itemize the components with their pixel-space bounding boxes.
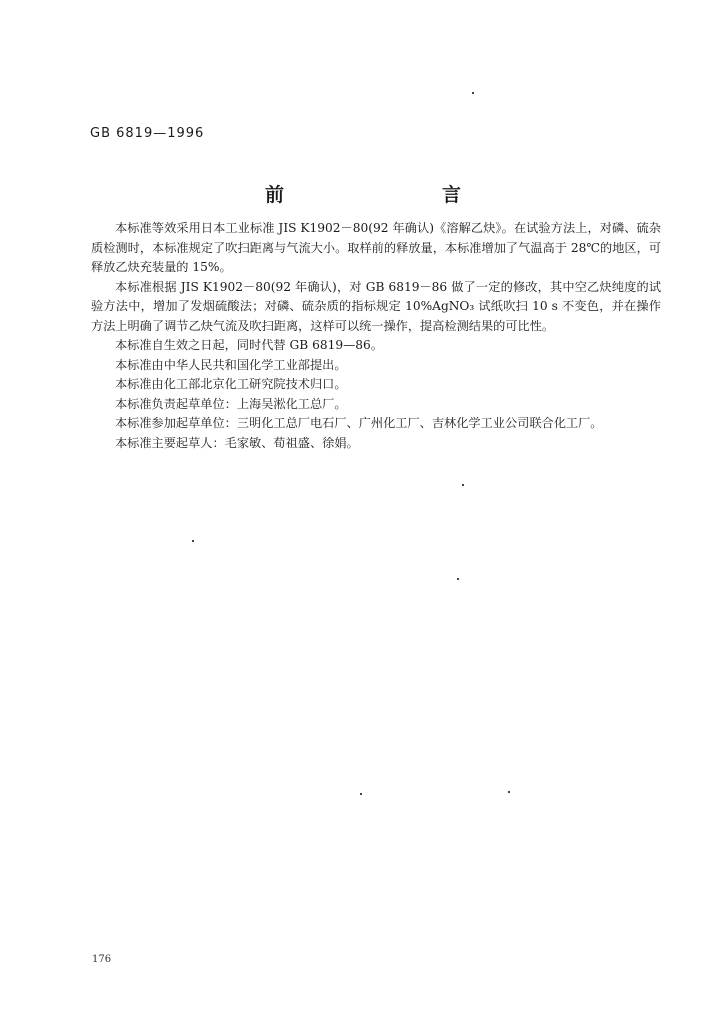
paragraph: 本标准由中华人民共和国化学工业部提出。 [115, 357, 347, 372]
page-number: 176 [92, 954, 112, 965]
scan-speck [192, 540, 194, 542]
paragraph: 本标准负责起草单位：上海吴淞化工总厂。 [115, 396, 347, 411]
scan-speck [360, 793, 362, 795]
paragraph: 本标准主要起草人：毛家敏、荀祖盛、徐娟。 [115, 435, 359, 450]
paragraph: 本标准由化工部北京化工研究院技术归口。 [115, 377, 347, 391]
scan-speck [472, 92, 474, 94]
document-body [91, 219, 661, 453]
page-title: 前 言 [264, 184, 501, 206]
paragraph: 本标准自生效之日起，同时代替 GB 6819—86。 [115, 338, 383, 352]
standard-code: GB 6819—1996 [90, 126, 205, 141]
scan-speck [508, 791, 510, 793]
scan-speck [462, 484, 464, 486]
paragraph: 本标准根据 JIS K1902－80(92 年确认)，对 GB 6819－86 做了一定的修改，其中空乙炔纯度的试验方法中，增加了发烟硫酸法；对磷、硫杂质的指标规定 10%AgNO₃ 试纸吹扫 10 s 不变色，并在操作方法上明确了调节乙炔气流及吹扫距离，这样可以统一操作，提高检测结果的可比性。 [91, 279, 661, 333]
scan-speck [457, 578, 459, 580]
paragraph: 本标准参加起草单位：三明化工总厂电石厂、广州化工厂、吉林化学工业公司联合化工厂。 [115, 416, 603, 430]
paragraph: 本标准等效采用日本工业标准 JIS K1902－80(92 年确认)《溶解乙炔》。在试验方法上，对磷、硫杂质检测时，本标准规定了吹扫距离与气流大小。取样前的释放量，本标准增加了气温高于 28℃的地区，可释放乙炔充装量的 15%。 [91, 221, 661, 274]
